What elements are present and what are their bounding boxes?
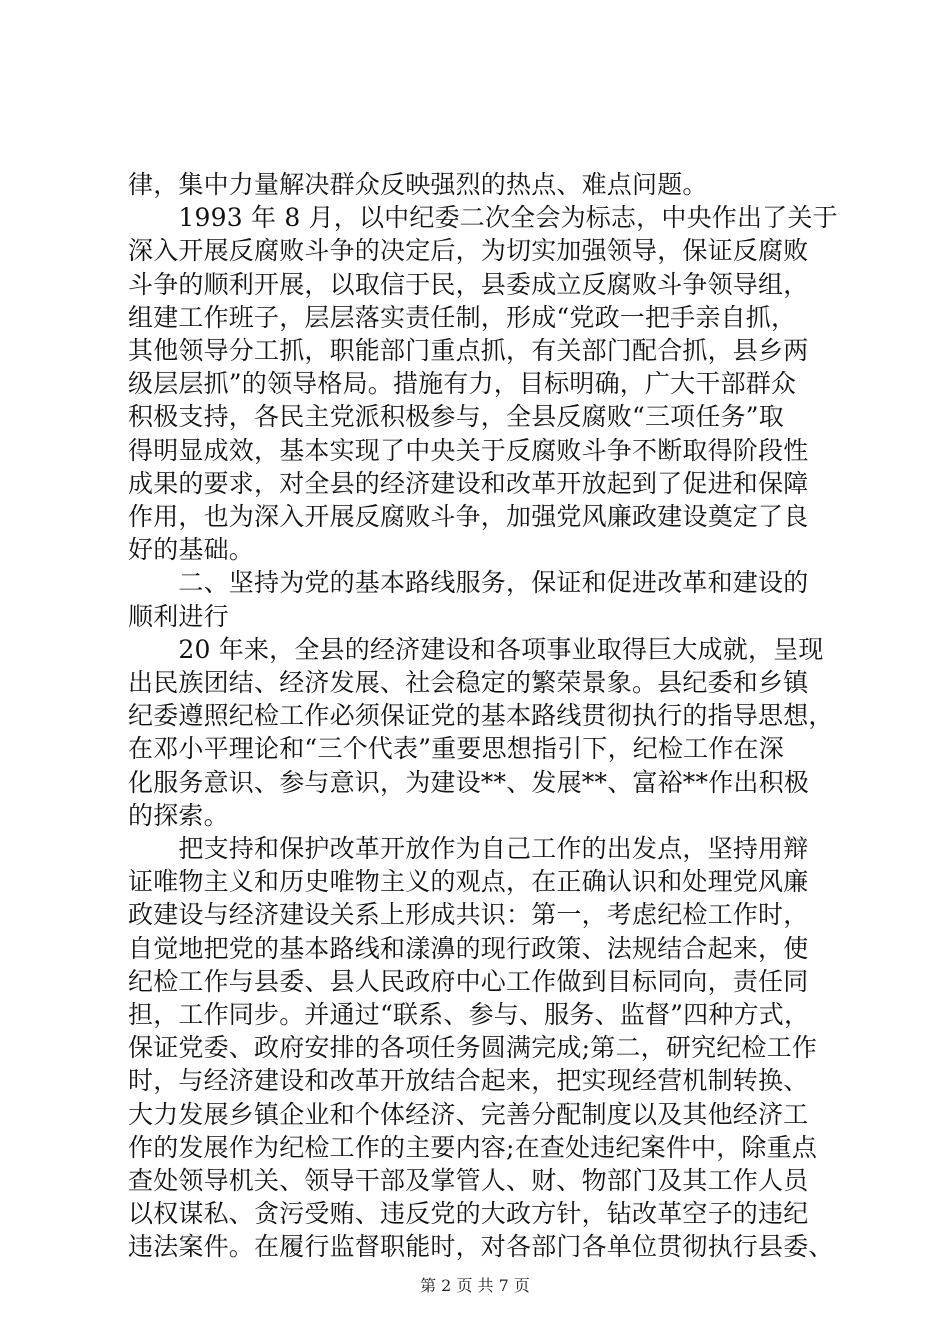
text-line: 成果的要求，对全县的经济建设和改革开放起到了促进和保障 [128,468,809,498]
text-line: 担，工作同步。并通过“联系、参与、服务、监督”四种方式， [128,1000,810,1029]
section-heading: 顺利进行 [128,601,229,631]
text-line: 把支持和保护改革开放作为自己工作的出发点，坚持用辩 [128,834,809,863]
text-line: 化服务意识、参与意识，为建设**、发展**、富裕**作出积极 [128,767,810,797]
text-line: 纪检工作与县委、县人民政府中心工作做到目标同向，责任同 [128,966,809,996]
text-line: 大力发展乡镇企业和个体经济、完善分配制度以及其他经济工 [128,1099,809,1129]
text-line: 保证党委、政府安排的各项任务圆满完成;第二，研究纪检工作 [128,1033,818,1063]
text-line: 1993 年 8 月，以中纪委二次全会为标志，中央作出了关于 [128,203,838,233]
text-line: 作用，也为深入开展反腐败斗争，加强党风廉政建设奠定了良 [128,502,809,531]
text-line: 证唯物主义和历史唯物主义的观点，在正确认识和处理党风廉 [128,867,809,897]
text-line: 查处领导机关、领导干部及掌管人、财、物部门及其工作人员 [128,1166,809,1195]
text-line: 级层层抓”的领导格局。措施有力，目标明确，广大干部群众 [128,369,797,399]
text-line: 违法案件。在履行监督职能时，对各部门各单位贯彻执行县委、 [128,1232,834,1262]
text-line: 得明显成效，基本实现了中央关于反腐败斗争不断取得阶段性 [128,435,809,465]
page-footer: 第 2 页 共 7 页 [420,1275,530,1295]
text-line: 斗争的顺利开展，以取信于民，县委成立反腐败斗争领导组， [128,269,809,299]
text-line: 组建工作班子，层层落实责任制，形成“党政一把手亲自抓， [128,302,797,332]
text-line: 在邓小平理论和“三个代表”重要思想指引下，纪检工作在深 [128,734,784,764]
text-line: 作的发展作为纪检工作的主要内容;在查处违纪案件中，除重点 [128,1132,818,1162]
text-line: 时，与经济建设和改革开放结合起来，把实现经营机制转换、 [128,1066,809,1096]
text-line: 20 年来，全县的经济建设和各项事业取得巨大成就，呈现 [128,634,824,664]
text-line: 律，集中力量解决群众反映强烈的热点、难点问题。 [128,170,708,199]
section-heading: 二、坚持为党的基本路线服务，保证和促进改革和建设的 [128,568,809,598]
text-line: 好的基础。 [128,535,255,565]
text-line: 积极支持，各民主党派积极参与，全县反腐败“三项任务”取 [128,402,784,432]
text-line: 出民族团结、经济发展、社会稳定的繁荣景象。县纪委和乡镇 [128,668,809,697]
text-line: 的探索。 [128,800,229,830]
text-line: 政建设与经济建设关系上形成共识：第一，考虑纪检工作时， [128,900,809,930]
text-line: 其他领导分工抓，职能部门重点抓，有关部门配合抓，县乡两 [128,336,809,365]
text-line: 纪委遵照纪检工作必须保证党的基本路线贯彻执行的指导思想， [128,701,834,731]
text-line: 深入开展反腐败斗争的决定后，为切实加强领导，保证反腐败 [128,236,809,266]
text-line: 以权谋私、贪污受贿、违反党的大政方针，钻改革空子的违纪 [128,1199,809,1229]
text-line: 自觉地把党的基本路线和漾濞的现行政策、法规结合起来，使 [128,933,809,963]
